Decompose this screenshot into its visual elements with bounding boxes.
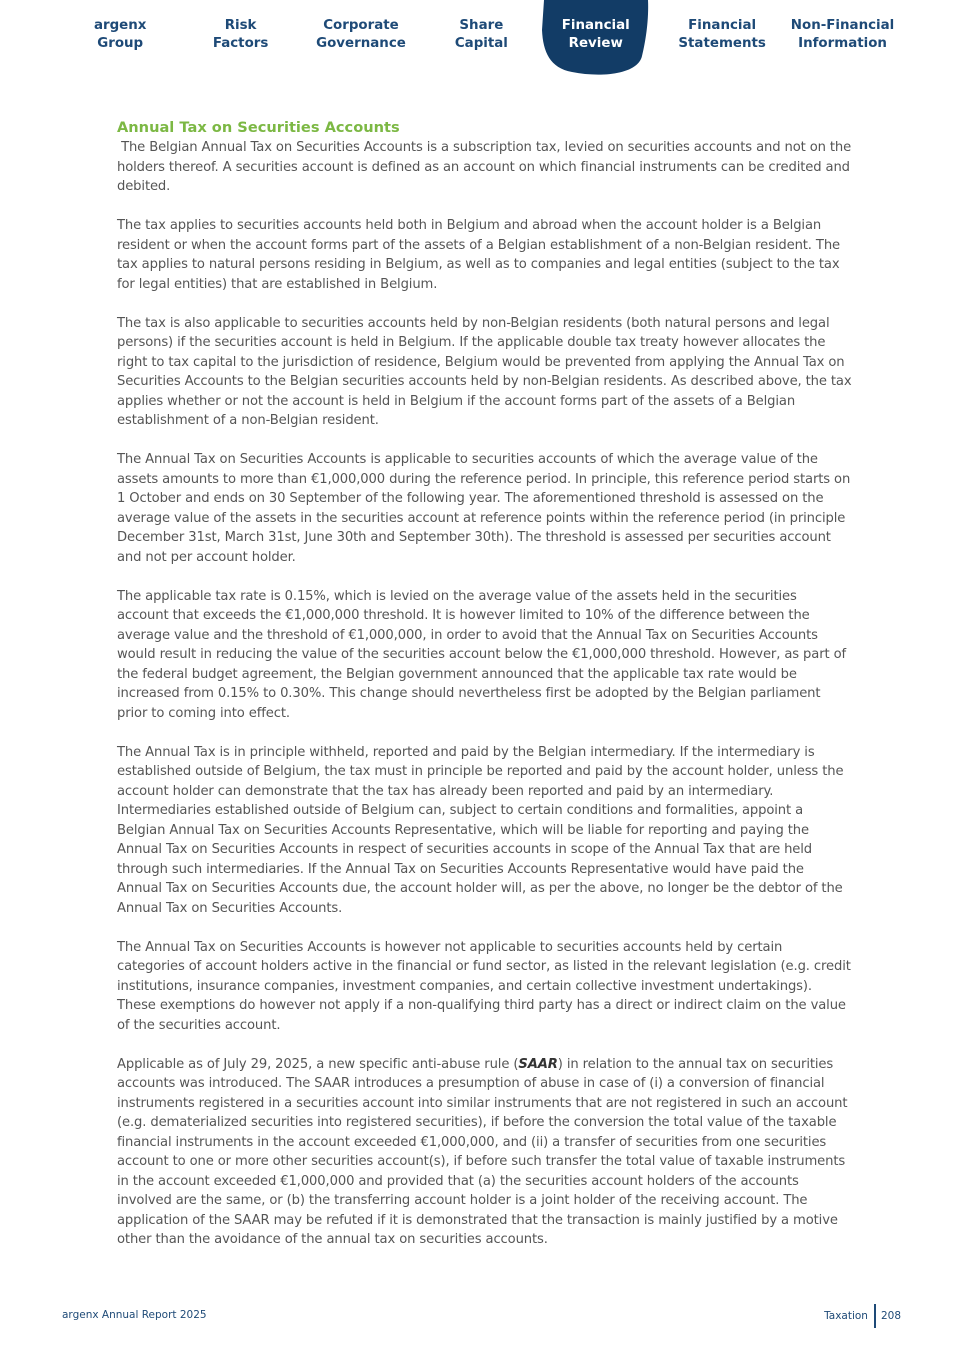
footer-divider xyxy=(874,1304,876,1328)
page-number: 208 xyxy=(880,1310,901,1322)
paragraph-1: The Belgian Annual Tax on Securities Accounts is a subscription tax, levied on securities accounts and not on the holders thereof. A securities account is defined as an account on which financial instruments can be credited and debited. xyxy=(117,140,856,194)
paragraph-6: The Annual Tax is in principle withheld, reported and paid by the Belgian intermediary. If the intermediary is established outside of Belgium, the tax must in principle be reported and paid by the account holder, unless the account holder can demonstrate that the tax has already been reported and paid by an intermediary. Intermediaries established outside of Belgium can, subject to certain conditions and formalities, appoint a Belgian Annual Tax on Securities Accounts Representative, which will be liable for reporting and paying the Annual Tax on Securities Accounts in respect of securities accounts in scope of the Annual Tax that are held through such intermediaries. If the Annual Tax on Securities Accounts Representative would have paid the Annual Tax on Securities Accounts due, the account holder will, as per the above, no longer be the debtor of the Annual Tax on Securities Accounts. xyxy=(117,744,844,916)
paragraph-4: The Annual Tax on Securities Accounts is applicable to securities accounts of which the average value of the assets amounts to more than €1,000,000 during the reference period. In principle, this reference period starts on 1 October and ends on 30 September of the following year. The aforementioned threshold is assessed on the average value of the assets in the securities account at reference points within the reference period (in principle December 31st, March 31st, June 30th and September 30th). The threshold is assessed per securities account and not per account holder. xyxy=(117,452,851,565)
tab-label: Risk Factors xyxy=(212,18,269,51)
tab-corporate-governance[interactable] xyxy=(301,0,421,80)
footer-section-name: Taxation xyxy=(824,1310,868,1322)
tab-label: Financial Review xyxy=(561,18,630,51)
paragraph-saar xyxy=(117,1055,852,1250)
paragraph-7: The Annual Tax on Securities Accounts is however not applicable to securities accounts held by certain categories of account holders active in the financial or fund sector, as listed in the relevant legislation (e.g. credit institutions, insurance companies, investment companies, and certain collective investment undertakings). These exemptions do however not apply if a non-qualifying third party has a direct or indirect claim on the value of the securities account. xyxy=(117,939,851,1033)
tab-financial-review[interactable] xyxy=(542,0,662,80)
tab-financial-statements[interactable] xyxy=(662,0,782,80)
saar-emphasis: SAAR xyxy=(518,1056,558,1072)
tab-label: Non-Financial Information xyxy=(790,18,895,51)
tab-share-capital[interactable] xyxy=(421,0,541,80)
paragraph-5: The applicable tax rate is 0.15%, which is levied on the average value of the assets held in the securities account that exceeds the €1,000,000 threshold. It is however limited to 10% of the difference between the average value and the threshold of €1,000,000, in order to avoid that the Annual Tax on Securities Accounts would result in reducing the value of the securities account below the €1,000,000 threshold. However, as part of the federal budget agreement, the Belgian government announced that the applicable tax rate would be increased from 0.15% to 0.30%. This change should nevertheless first be adopted by the Belgian parliament prior to coming into effect. xyxy=(117,588,846,721)
footer-report-title: argenx Annual Report 2025 xyxy=(62,1309,207,1321)
saar-text-after: ) in relation to the annual tax on securities accounts was introduced. The SAAR introduces a presumption of abuse in case of (i) a conversion of financial instruments registered in a securities account into similar instruments that are not registered in such an account (e.g. dematerialized securities into registered securities), if before the conversion the total value of the taxable financial instruments in the account exceeded €1,000,000, and (ii) a transfer of securities from one securities account to one or more other securities account(s), if before such transfer the total value of taxable instruments in the account exceeded €1,000,000 and provided that (a) the securities account holders of the accounts involved are the same, or (b) the transferring account holder is a joint holder of the receiving account. The application of the SAAR may be refuted if it is demonstrated that the transaction is mainly justified by a motive other than the avoidance of the annual tax on securities accounts. xyxy=(117,1056,848,1247)
tab-non-financial-information[interactable] xyxy=(782,0,902,80)
section-heading: Annual Tax on Securities Accounts xyxy=(117,119,400,136)
tab-risk-factors[interactable] xyxy=(180,0,300,80)
saar-text-before: Applicable as of July 29, 2025, a new specific anti-abuse rule ( xyxy=(117,1056,519,1072)
main-content xyxy=(117,118,856,1250)
tab-label: Financial Statements xyxy=(678,18,766,51)
footer-page-info xyxy=(824,1304,901,1328)
tab-label: Share Capital xyxy=(454,18,508,51)
paragraph-3: The tax is also applicable to securities accounts held by non-Belgian residents (both natural persons and legal persons) if the securities account is held in Belgium. If the applicable double tax treaty however allocates the right to tax capital to the jurisdiction of residence, Belgium would be prevented from applying the Annual Tax on Securities Accounts to the Belgian securities accounts held by non-Belgian residents. As described above, the tax applies whether or not the account is held in Belgium if the account forms part of the assets of a Belgian establishment of a non-Belgian resident. xyxy=(117,315,852,428)
tab-label: Corporate Governance xyxy=(316,18,406,51)
top-navigation xyxy=(60,0,903,80)
tab-argenx-group[interactable] xyxy=(60,0,180,80)
tab-label: argenx Group xyxy=(93,18,147,51)
paragraph-2: The tax applies to securities accounts held both in Belgium and abroad when the account holder is a Belgian resident or when the account forms part of the assets of a Belgian establishment of a non-Belgian resident. The tax applies to natural persons residing in Belgium, as well as to companies and legal entities (subject to the tax for legal entities) that are established in Belgium. xyxy=(117,218,840,292)
